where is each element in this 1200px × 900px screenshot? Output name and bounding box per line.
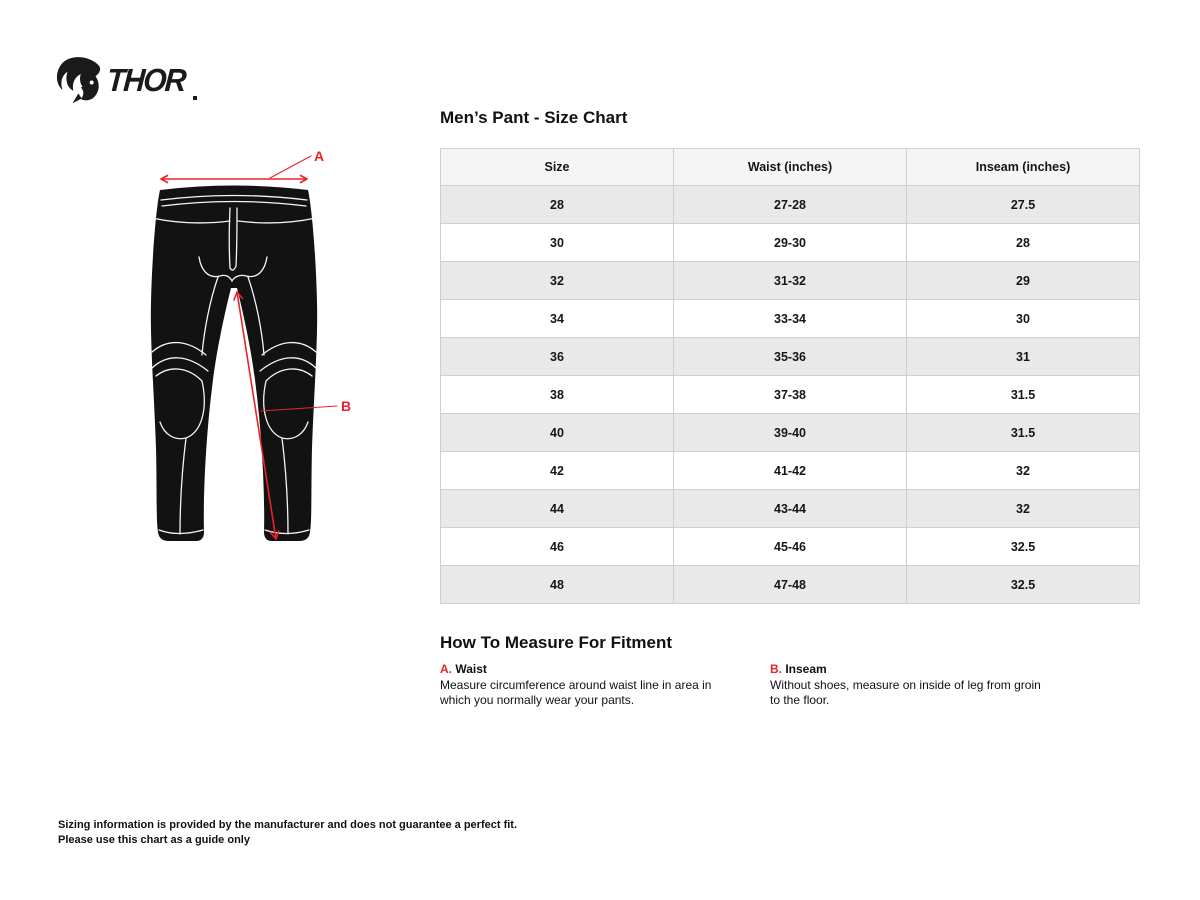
table-cell: 32.5	[907, 528, 1140, 566]
table-cell: 40	[441, 414, 674, 452]
table-row	[441, 528, 1140, 566]
table-cell: 47-48	[674, 566, 907, 604]
table-row	[441, 300, 1140, 338]
page-title: Men’s Pant - Size Chart	[440, 108, 628, 127]
table-cell: 48	[441, 566, 674, 604]
table-cell: 29-30	[674, 224, 907, 262]
table-cell: 31.5	[907, 414, 1140, 452]
brand-logo	[55, 56, 190, 104]
inseam-label-b: B	[341, 398, 352, 414]
size-chart-section	[440, 106, 1140, 707]
table-cell: 44	[441, 490, 674, 528]
inseam-instructions	[770, 662, 1100, 707]
table-row	[441, 186, 1140, 224]
table-cell: 34	[441, 300, 674, 338]
how-to-measure-columns	[440, 662, 1140, 707]
table-row	[441, 376, 1140, 414]
table-cell: 28	[441, 186, 674, 224]
waist-label-a: A	[314, 148, 325, 164]
column-header-size: Size	[441, 149, 674, 186]
disclaimer	[58, 818, 517, 848]
thor-goat-icon	[55, 56, 105, 104]
table-row	[441, 490, 1140, 528]
inseam-instructions-label	[770, 662, 1100, 677]
table-cell: 38	[441, 376, 674, 414]
table-cell: 36	[441, 338, 674, 376]
table-header-row	[441, 149, 1140, 186]
table-cell: 33-34	[674, 300, 907, 338]
pants-measurement-diagram	[130, 140, 370, 560]
size-chart-table	[440, 148, 1140, 604]
table-cell: 30	[441, 224, 674, 262]
table-cell: 32	[907, 490, 1140, 528]
column-header-inseam: Inseam (inches)	[907, 149, 1140, 186]
table-cell: 32.5	[907, 566, 1140, 604]
table-cell: 32	[441, 262, 674, 300]
table-cell: 32	[907, 452, 1140, 490]
inseam-description: Without shoes, measure on inside of leg from groin to the floor.	[770, 678, 1041, 707]
how-to-measure-title: How To Measure For Fitment	[440, 633, 673, 652]
inseam-name: Inseam	[782, 662, 827, 676]
waist-name: Waist	[452, 662, 487, 676]
inseam-letter: B.	[770, 662, 782, 676]
brand-logo-text: THOR	[105, 61, 186, 98]
table-cell: 46	[441, 528, 674, 566]
table-cell: 37-38	[674, 376, 907, 414]
table-cell: 28	[907, 224, 1140, 262]
table-cell: 31-32	[674, 262, 907, 300]
table-cell: 31.5	[907, 376, 1140, 414]
waist-description: Measure circumference around waist line in area in which you normally wear your pants.	[440, 678, 712, 707]
waist-measure-arrow	[161, 156, 311, 183]
table-row	[441, 338, 1140, 376]
table-row	[441, 452, 1140, 490]
table-cell: 27.5	[907, 186, 1140, 224]
table-cell: 41-42	[674, 452, 907, 490]
waist-letter: A.	[440, 662, 452, 676]
waist-instructions	[440, 662, 770, 707]
disclaimer-line-2: Please use this chart as a guide only	[58, 834, 250, 846]
waist-instructions-label	[440, 662, 770, 677]
pants-illustration	[130, 140, 370, 560]
disclaimer-line-1: Sizing information is provided by the manufacturer and does not guarantee a perfect fit.	[58, 819, 518, 831]
table-row	[441, 262, 1140, 300]
table-cell: 39-40	[674, 414, 907, 452]
logo-trademark-dot	[193, 96, 197, 100]
table-row	[441, 224, 1140, 262]
size-table-body	[441, 186, 1140, 604]
table-row	[441, 566, 1140, 604]
table-cell: 45-46	[674, 528, 907, 566]
table-cell: 42	[441, 452, 674, 490]
table-cell: 29	[907, 262, 1140, 300]
column-header-waist: Waist (inches)	[674, 149, 907, 186]
table-cell: 31	[907, 338, 1140, 376]
table-cell: 30	[907, 300, 1140, 338]
table-cell: 27-28	[674, 186, 907, 224]
table-cell: 43-44	[674, 490, 907, 528]
table-row	[441, 414, 1140, 452]
table-cell: 35-36	[674, 338, 907, 376]
